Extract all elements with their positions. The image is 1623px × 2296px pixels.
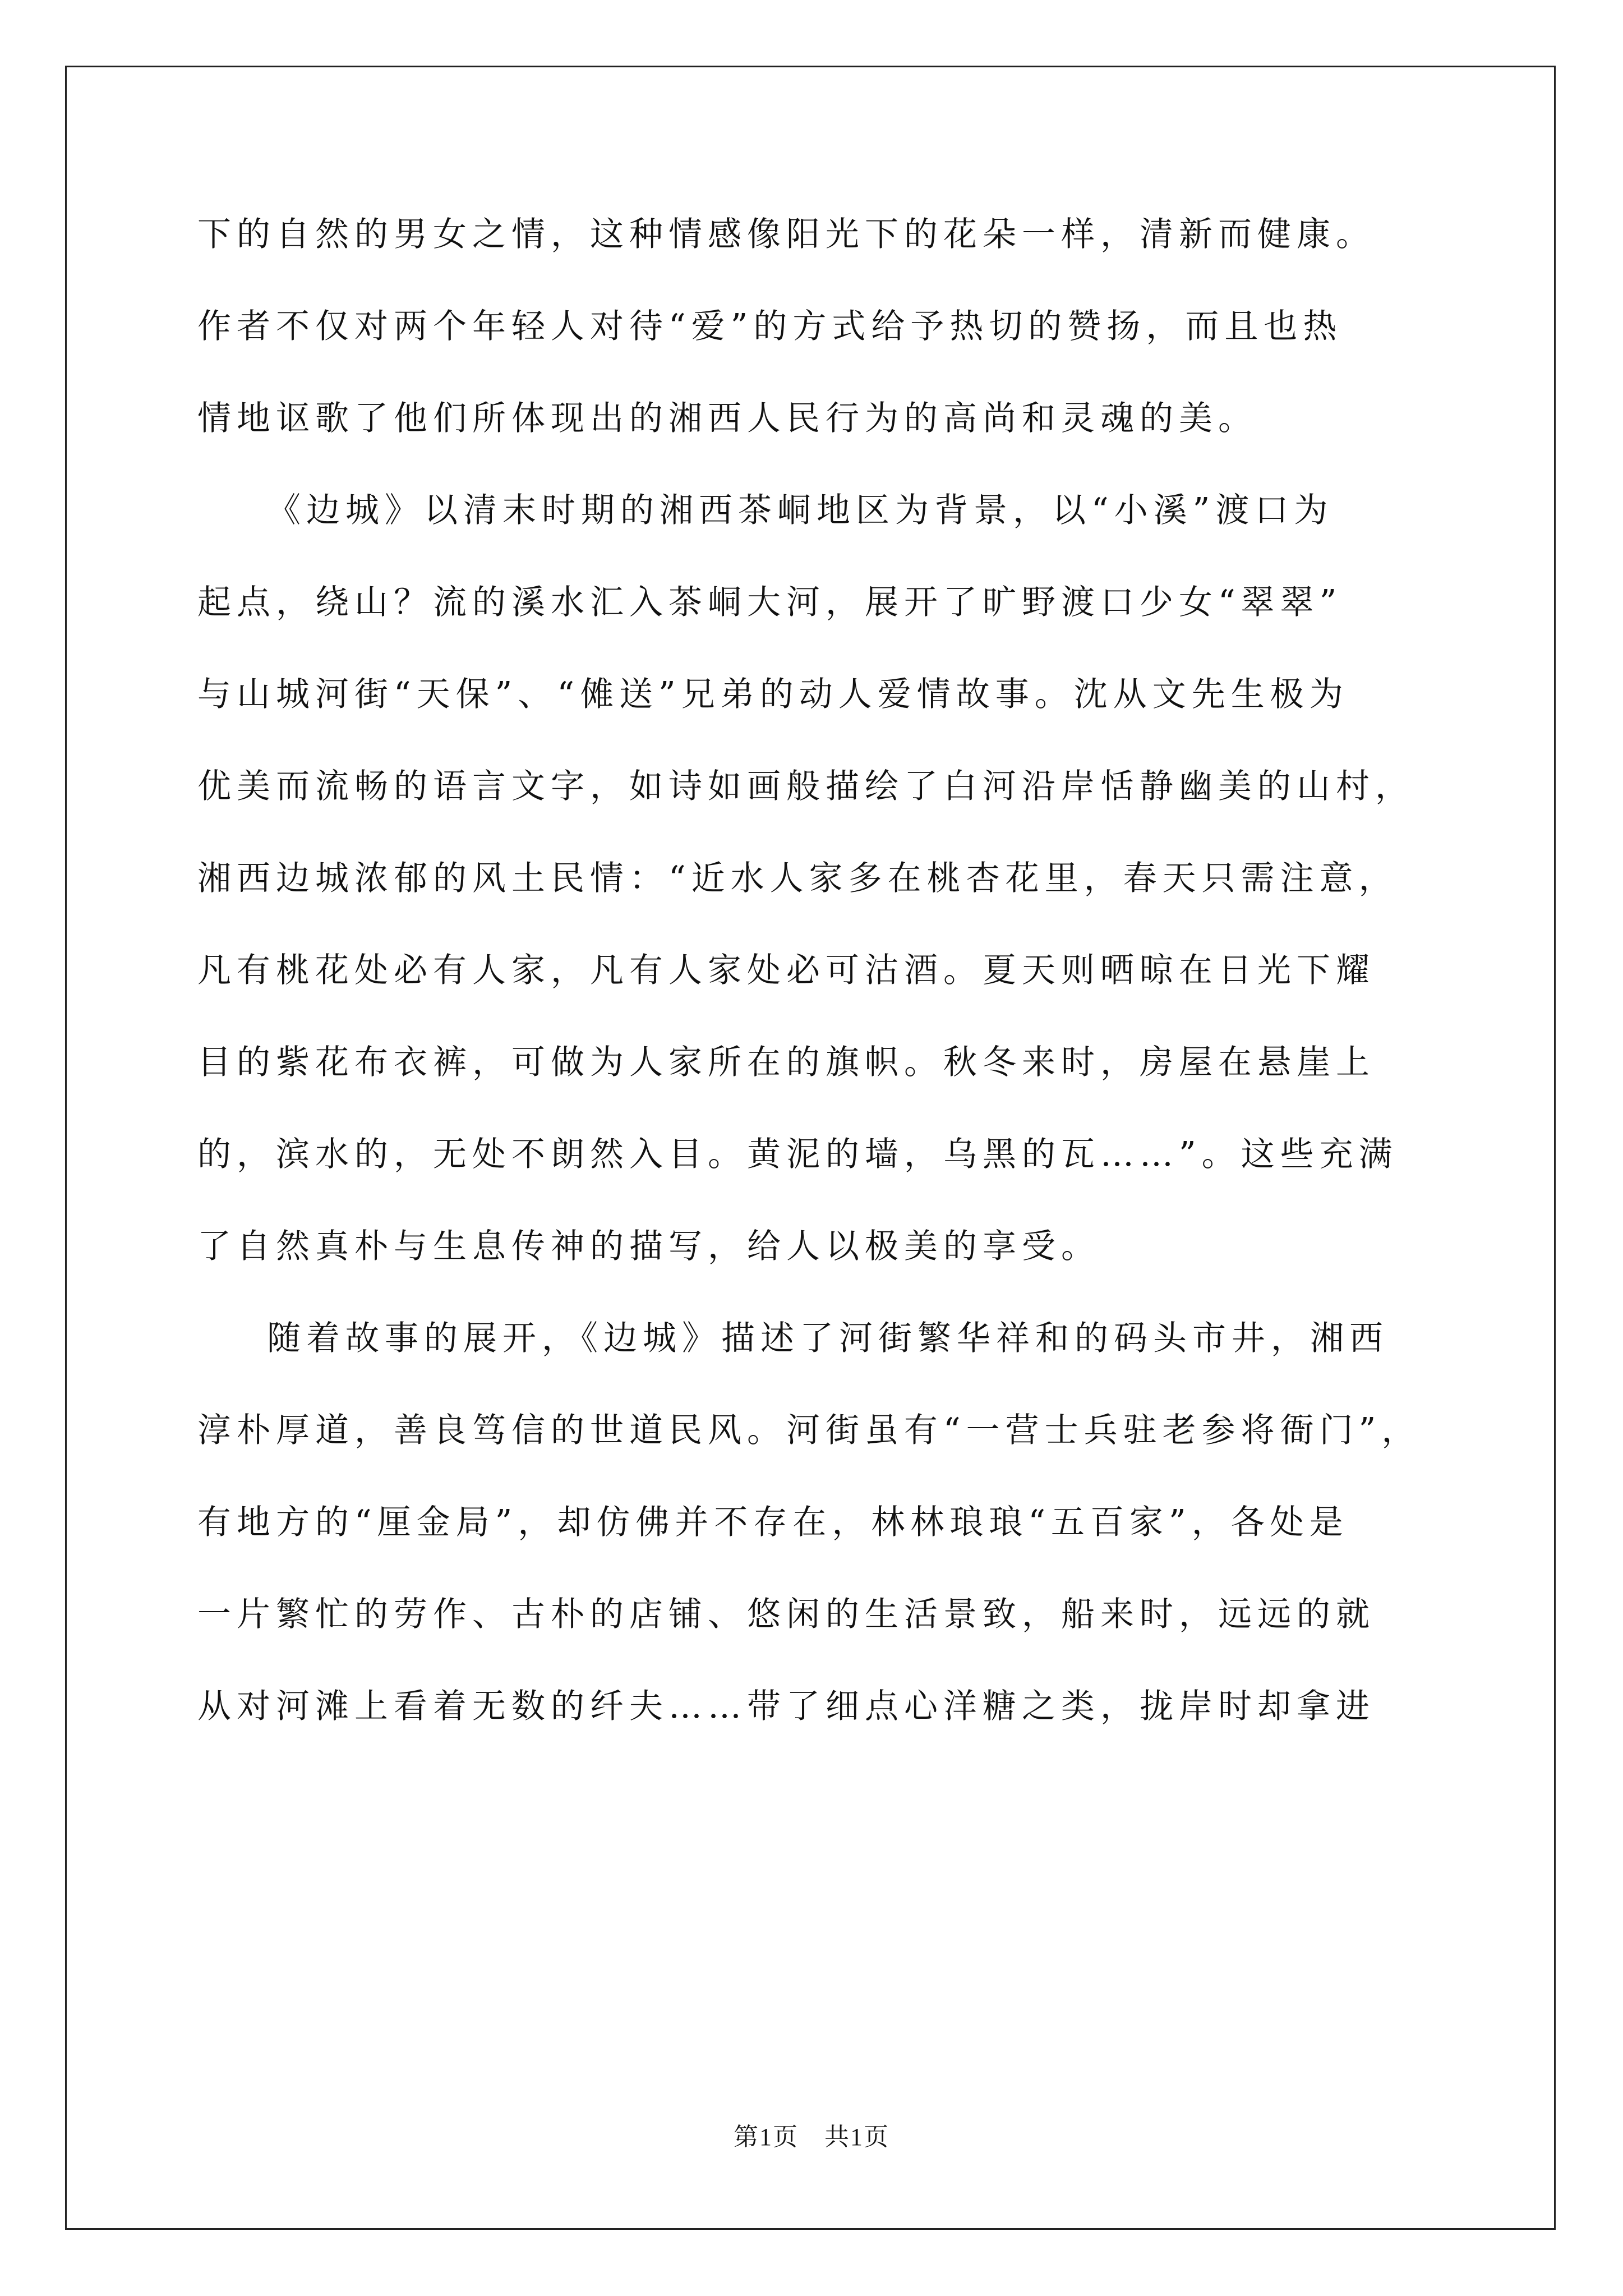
- text-line: 淳朴厚道，善良笃信的世道民风。河街虽有“一营士兵驻老参将衙门”，: [197, 1411, 1421, 1450]
- text-line: 目的紫花布衣裤，可做为人家所在的旗帜。秋冬来时，房屋在悬崖上: [197, 1043, 1375, 1082]
- text-line: 的，滨水的，无处不朗然入目。黄泥的墙，乌黑的瓦……”。这些充满: [197, 1135, 1398, 1174]
- text-line: 优美而流畅的语言文字，如诗如画般描绘了白河沿岸恬静幽美的山村，: [197, 767, 1414, 806]
- paragraph-first-line: 随着故事的展开，《边城》描述了河街繁华祥和的码头市井，湘西: [267, 1319, 1389, 1358]
- text-line: 从对河滩上看着无数的纤夫……带了细点心洋糖之类，拢岸时却拿进: [197, 1687, 1375, 1726]
- text-line: 了自然真朴与生息传神的描写，给人以极美的享受。: [197, 1227, 1100, 1266]
- text-line: 情地讴歌了他们所体现出的湘西人民行为的高尚和灵魂的美。: [197, 399, 1257, 438]
- paragraph-first-line: 《边城》以清末时期的湘西茶峒地区为背景，以“小溪”渡口为: [267, 491, 1334, 530]
- page-footer: 第1页 共1页: [734, 2123, 889, 2151]
- text-line: 凡有桃花处必有人家，凡有人家处必可沽酒。夏天则晒晾在日光下耀: [197, 951, 1375, 990]
- text-line: 有地方的“厘金局”，却仿佛并不存在，林林琅琅“五百家”，各处是: [197, 1503, 1349, 1542]
- text-line: 与山城河街“天保”、“傩送”兄弟的动人爱情故事。沈从文先生极为: [197, 675, 1349, 714]
- text-line: 一片繁忙的劳作、古朴的店铺、悠闲的生活景致，船来时，远远的就: [197, 1595, 1375, 1634]
- text-line: 湘西边城浓郁的风土民情：“近水人家多在桃杏花里，春天只需注意，: [197, 859, 1398, 898]
- text-line: 作者不仅对两个年轻人对待“爱”的方式给予热切的赞扬，而且也热: [197, 307, 1343, 346]
- text-line: 下的自然的男女之情，这种情感像阳光下的花朵一样，清新而健康。: [197, 215, 1375, 254]
- text-line: 起点，绕山？流的溪水汇入茶峒大河，展开了旷野渡口少女“翠翠”: [197, 583, 1343, 622]
